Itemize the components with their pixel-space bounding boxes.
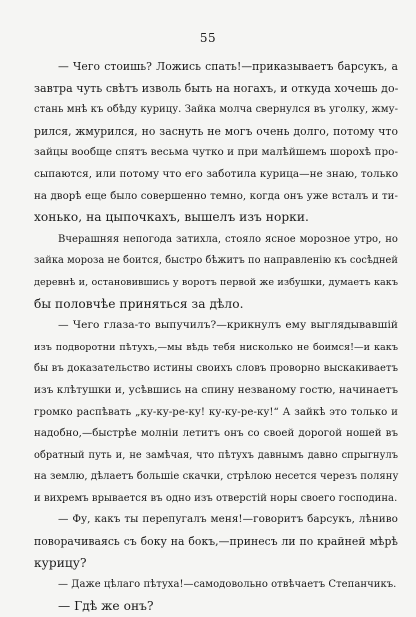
text-line: завтра чуть свѣтъ изволь быть на ногахъ, и откуда хочешь до-: [34, 81, 399, 95]
text-line: — Даже цѣлаго пѣтуха!—самодовольно отвѣчаетъ Степанчикъ.: [58, 579, 397, 591]
text-line: зайка мороза не боится, быстро бѣжитъ по направленію къ сосѣдней: [34, 255, 398, 267]
text-line: — Гдѣ же онъ?: [58, 598, 154, 613]
text-line: изъ клѣтушки и, усѣвшись на спину незваному гостю, начинаетъ: [34, 383, 398, 396]
text-line: хонько, на цыпочкахъ, вышелъ изъ норки.: [34, 210, 309, 225]
text-line: изъ подворотни пѣтухъ,—мы вѣдь тебя нисколько не боимся!—и какъ: [34, 341, 398, 353]
text-line: сыпаются, или потому что его заботила курица—не знаю, только: [34, 167, 399, 180]
text-line: стань мнѣ къ обѣду курицу. Зайка молча свернулся въ уголку, жму-: [34, 104, 398, 116]
text-line: на землю, дѣлаетъ большіе скачки, стрѣлою несется черезъ поляну: [34, 471, 399, 483]
body-text: [34, 56, 398, 617]
text-line: обратный путь и, не замѣчая, что пѣтухъ давнымъ давно спрыгнулъ: [34, 449, 398, 461]
text-line: надобно,—быстрѣе молніи летитъ онъ со своей дорогой ношей въ: [34, 428, 398, 440]
text-line: деревнѣ и, остановившись у воротъ первой же избушки, думаетъ какъ: [34, 276, 398, 288]
text-line: — Чего глаза-то выпучилъ?—крикнулъ ему выглядывавшій: [58, 319, 398, 332]
text-line: — Чего стоишь? Ложись спать!—приказываетъ барсукъ, а: [58, 60, 398, 73]
text-line: бы въ доказательство истины своихъ словъ проворно выскакиваетъ: [34, 363, 398, 375]
text-line: — Фу, какъ ты перепугалъ меня!—говоритъ барсукъ, лѣниво: [58, 513, 398, 526]
text-line: громко распѣвать „ку-ку-ре-ку! ку-ку-ре-ку!“ А зайкѣ это только и: [34, 406, 398, 418]
text-line: зайцы вообще спятъ весьма чутко и при малѣйшемъ шорохѣ про-: [34, 146, 399, 159]
text-line: на дворѣ еще было совершенно темно, когда онъ уже всталъ и ти-: [34, 190, 398, 202]
text-line: рился, жмурился, но заснуть не могъ очень долго, потому что: [34, 124, 398, 138]
text-line: поворачиваясь съ боку на бокъ,—принесъ ли по крайней мѣрѣ: [34, 535, 398, 549]
page-number: 55: [199, 31, 217, 45]
text-line: бы половчѣе приняться за дѣло.: [34, 296, 244, 311]
text-line: и вихремъ врывается въ одно изъ отверстій норы своего господина.: [34, 492, 398, 504]
text-line: курицу?: [34, 555, 87, 570]
text-line: Вчерашняя непогода затихла, стояло ясное морозное утро, но: [58, 233, 398, 245]
